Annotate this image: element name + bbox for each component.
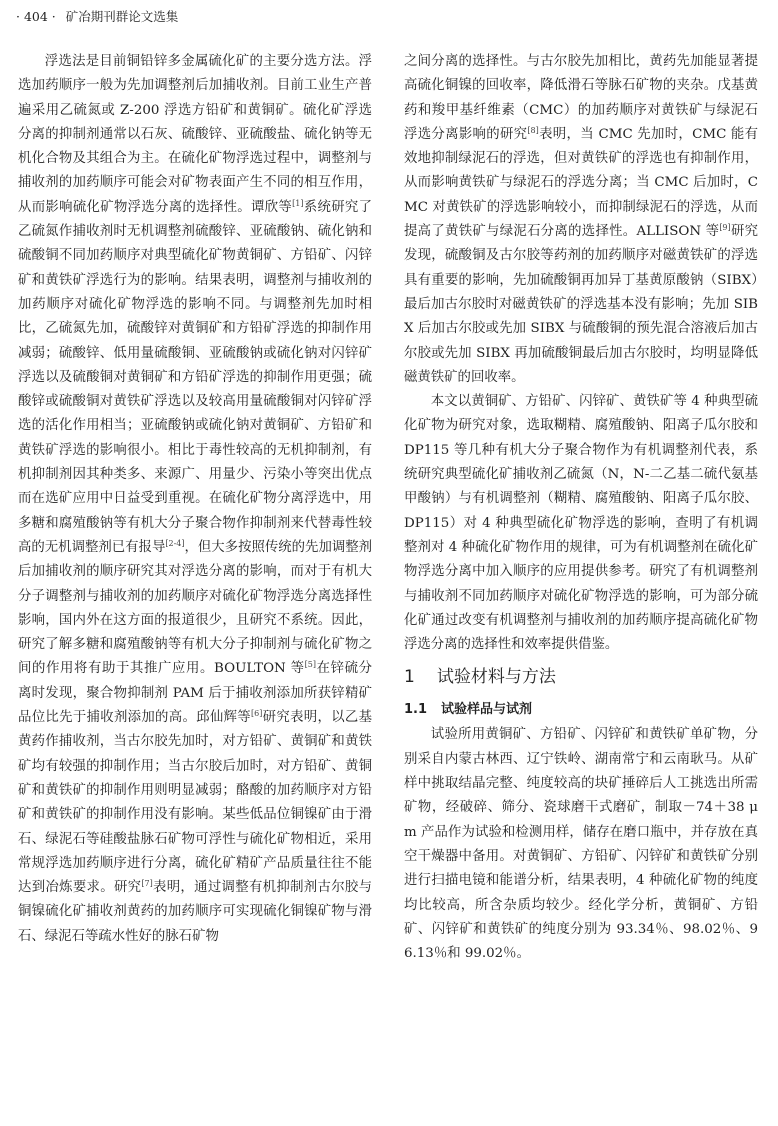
subsection-number: 1.1 bbox=[404, 702, 428, 718]
intro-paragraph-2: 本文以黄铜矿、方铅矿、闪锌矿、黄铁矿等 4 种典型硫化矿物为研究对象，选取糊精、腐殖酸钠、阳离子瓜尔胶和 DP115 等几种有机大分子聚合物作为有机调整剂代表，系统研究典型硫化矿捕收剂乙硫氮（N，N-二乙基二硫代氨基甲酸钠）与有机调整剂（糊精、腐殖酸钠、阳离子瓜尔胶、DP115）对 4 种典型硫化矿物浮选的影响，查明了有机调整剂对 4 种硫化矿物作用的规律，可为有机调整剂在硫化矿物浮选分离中加入顺序的应用提供参考。研究了有机调整剂与捕收剂不同加药顺序对硫化矿物浮选的影响，可为部分硫化矿通过改变有机调整剂与捕收剂的加药顺序提高硫化矿物浮选分离的选择性和效率提供借鉴。 bbox=[404, 394, 758, 653]
citation-ref[interactable]: [6] bbox=[251, 709, 263, 719]
journal-title: 矿冶期刊群论文选集 bbox=[65, 9, 179, 24]
text-run: ，但大多按照传统的先加调整剂后加捕收剂的顺序研究其对浮选分离的影响，而对于有机大分子调整剂与捕收剂的加药顺序对硫化矿物浮选分离选择性影响，国内外在这方面的报道很少，且研究不系统。因此，研究了解多糖和腐殖酸钠等有机大分子抑制剂与硫化矿物之间的作用将有助于其推广应用。BOULTON 等 bbox=[18, 539, 373, 677]
section-title: 试验材料与方法 bbox=[436, 667, 556, 688]
intro-paragraph-1-continued bbox=[404, 50, 758, 390]
subsection-title: 试验样品与试剂 bbox=[441, 702, 533, 718]
text-run: 表明，当 CMC 先加时，CMC 能有效地抑制绿泥石的浮选，但对黄铁矿的浮选也有抑制作用，从而影响黄铁矿与绿泥石的浮选分离；当 CMC 后加时，CMC 对黄铁矿的浮选影响较小，而抑制绿泥石的浮选，从而提高了黄铁矿与绿泥石分离的选择性。ALLISON 等 bbox=[404, 126, 758, 240]
citation-ref[interactable]: [7] bbox=[141, 879, 153, 889]
right-column bbox=[404, 50, 758, 966]
text-run: 浮选法是目前铜铅锌多金属硫化矿的主要分选方法。浮选加药顺序一般为先加调整剂后加捕收剂。目前工业生产普遍采用乙硫氮或 Z-200 浮选方铅矿和黄铜矿。硫化矿浮选分离的抑制剂通常以石灰、硫酸锌、亚硫酸盐、硫化钠等无机化合物及其组合为主。在硫化矿物浮选过程中，调整剂与捕收剂的加药顺序可能会对矿物表面产生不同的相互作用，从而影响硫化矿物浮选分离的选择性。谭欣等 bbox=[18, 54, 372, 215]
text-run: 表明，通过调整有机抑制剂古尔胶与铜镍硫化矿捕收剂黄药的加药顺序可实现硫化铜镍矿物与滑石、绿泥石等疏水性好的脉石矿物 bbox=[18, 880, 373, 944]
citation-ref[interactable]: [8] bbox=[527, 125, 539, 135]
text-run: 系统研究了乙硫氮作捕收剂时无机调整剂硫酸锌、亚硫酸钠、硫化钠和硫酸铜不同加药顺序对典型硫化矿物黄铜矿、方铅矿、闪锌矿和黄铁矿浮选行为的影响。结果表明，调整剂与捕收剂的加药顺序对硫化矿物浮选的影响不同。与调整剂先加时相比，乙硫氮先加，硫酸锌对黄铜矿和方铅矿浮选的抑制作用减弱；硫酸锌、低用量硫酸铜、亚硫酸钠或硫化钠对闪锌矿浮选以及硫酸铜对黄铜矿和方铅矿浮选的抑制作用更强；硫酸锌或硫酸铜对黄铁矿浮选以及较高用量硫酸铜对闪锌矿浮选的活化作用相当；亚硫酸钠或硫化钠对黄铜矿、方铅矿和黄铁矿浮选的影响很小。相比于毒性较高的无机抑制剂，有机抑制剂因其种类多、来源广、用量少、污染小等突出优点而在选矿应用中日益受到重视。在硫化矿物分离浮选中，用多糖和腐殖酸钠等有机大分子聚合物作抑制剂来代替毒性较高的无机调整剂已有报导 bbox=[18, 199, 372, 555]
text-run: 研究发现，硫酸铜及古尔胶等药剂的加药顺序对磁黄铁矿的浮选具有重要的影响，先加硫酸铜再加异丁基黄原酸钠（SIBX）最后加古尔胶时对磁黄铁矿的浮选基本没有影响；先加 SIBX 后加古尔胶或先加 SIBX 与硫酸铜的预先混合溶液后加古尔胶或先加 SIBX 再加硫酸铜最后加古尔胶时，均明显降低磁黄铁矿的回收率。 bbox=[404, 224, 759, 385]
page-number: · 404 · bbox=[16, 9, 56, 24]
left-column bbox=[18, 50, 372, 949]
citation-ref[interactable]: [1] bbox=[292, 198, 304, 208]
running-header bbox=[16, 8, 178, 26]
intro-paragraph-1 bbox=[18, 50, 372, 949]
text-run: 之间分离的选择性。与古尔胶先加相比，黄药先加能显著提高硫化铜镍的回收率，降低滑石等脉石矿物的夹杂。戊基黄药和羧甲基纤维素（CMC）的加药顺序对黄铁矿与绿泥石浮选分离影响的研究 bbox=[404, 54, 758, 142]
section-number: 1 bbox=[404, 667, 415, 688]
citation-ref[interactable]: [9] bbox=[719, 223, 731, 233]
section-heading bbox=[404, 657, 758, 697]
text-run: 研究表明，以乙基黄药作捕收剂，当古尔胶先加时，对方铅矿、黄铜矿和黄铁矿均有较强的抑制作用；当古尔胶后加时，对方铅矿、黄铜矿和黄铁矿的抑制作用则明显减弱；酪酸的加药顺序对方铅矿和黄铁矿的抑制作用没有影响。某些低品位铜镍矿由于滑石、绿泥石等硅酸盐脉石矿物可浮性与硫化矿物相近，采用常规浮选加药顺序进行分离，硫化矿精矿产品质量往往不能达到冶炼要求。研究 bbox=[18, 710, 373, 896]
text-run: 在锌硫分离时发现，聚合物抑制剂 PAM 后于捕收剂添加所获锌精矿品位比先于捕收剂添加的高。邱仙辉等 bbox=[18, 661, 372, 726]
citation-ref[interactable]: [2-4] bbox=[165, 538, 185, 548]
citation-ref[interactable]: [5] bbox=[304, 660, 316, 670]
materials-paragraph: 试验所用黄铜矿、方铅矿、闪锌矿和黄铁矿单矿物，分别采自内蒙古林西、辽宁铁岭、湖南常宁和云南耿马。从矿样中挑取结晶完整、纯度较高的块矿捶碎后人工挑选出所需矿物，经破碎、筛分、瓷球磨干式磨矿，制取－74＋38 μm 产品作为试验和检测用样，储存在磨口瓶中，并存放在真空干燥器中备用。对黄铜矿、方铅矿、闪锌矿和黄铁矿分别进行扫描电镜和能谱分析，结果表明，4 种硫化矿物的纯度均比较高，所含杂质均较少。经化学分析，黄铜矿、方铅矿、闪锌矿和黄铁矿的纯度分别为 93.34％、98.02％、96.13％和 99.02％。 bbox=[404, 727, 758, 962]
subsection-heading bbox=[404, 697, 758, 723]
